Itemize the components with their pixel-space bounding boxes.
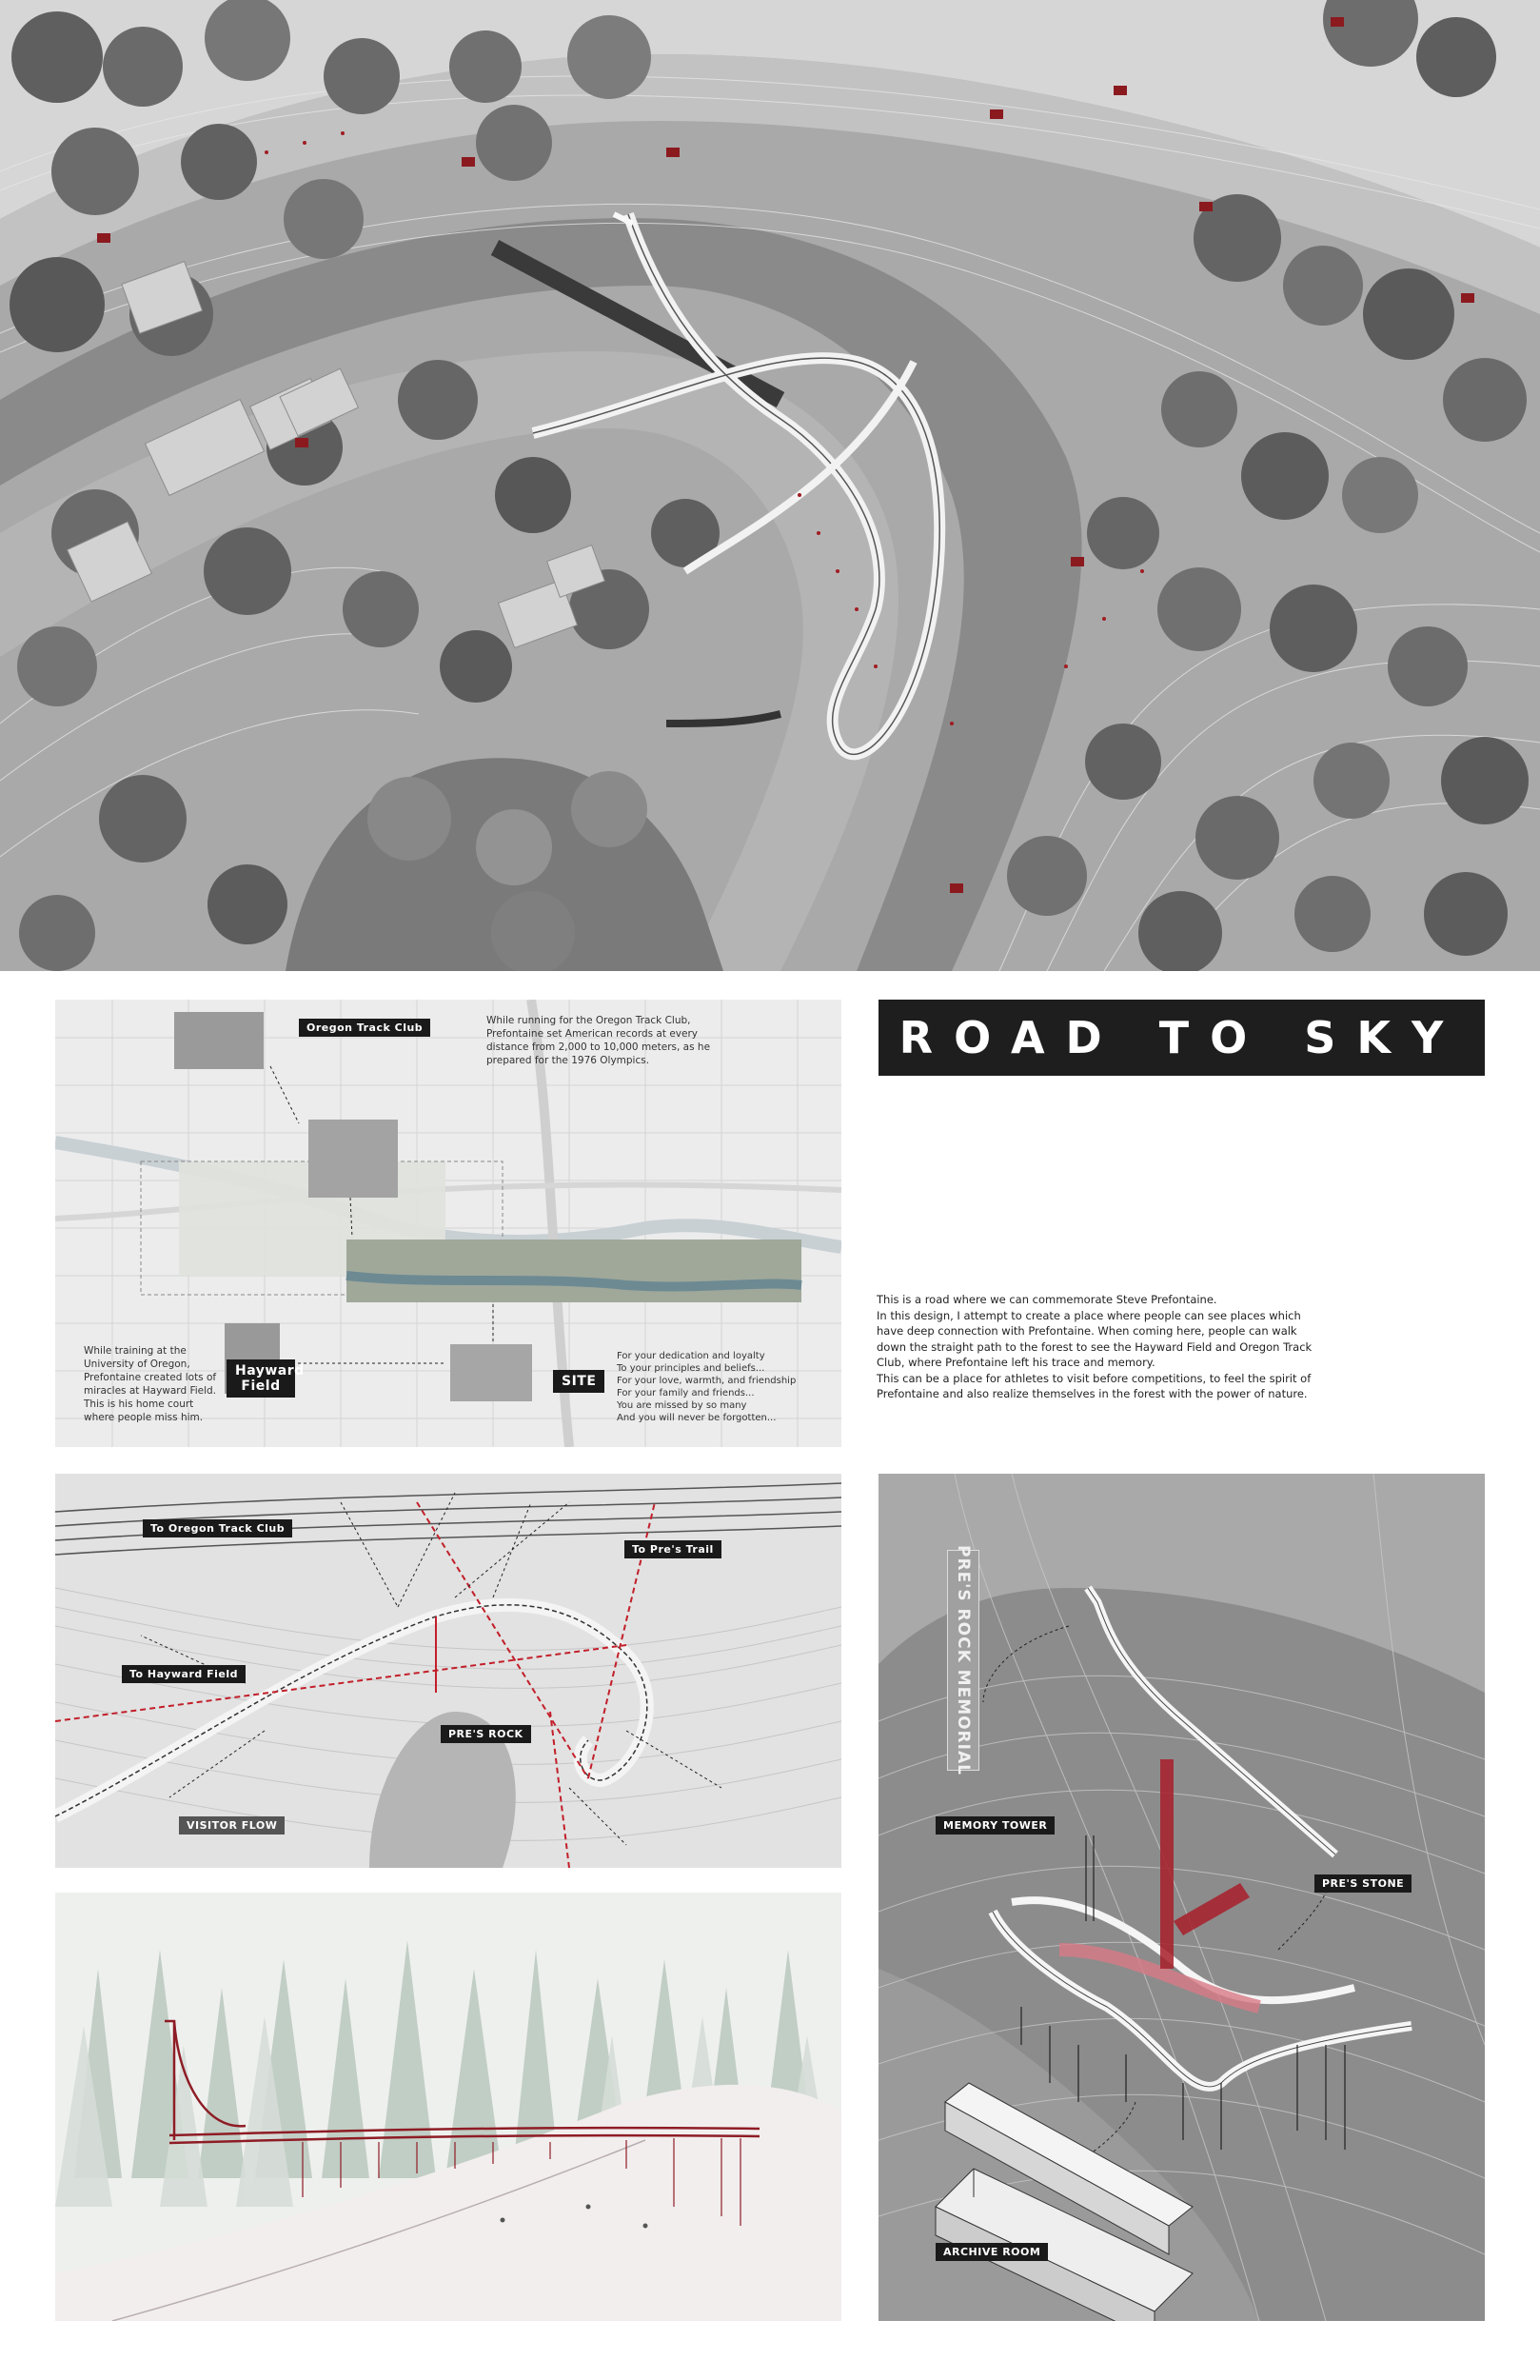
track-club-note: While running for the Oregon Track Club, Prefontaine set American records at every distance from 2,000 to 10,000 meters, as he prepared for the 1976 Olympics. bbox=[486, 1015, 711, 1066]
site-plan-drawing bbox=[0, 0, 1540, 971]
poem-line: And you will never be forgotten... bbox=[617, 1413, 777, 1423]
description-paragraph: This can be a place for athletes to visit before competitions, to feel the spirit of Prefontaine and also realize themselves in the forest with the power of nature. bbox=[877, 1371, 1312, 1400]
visitor-flow-label: VISITOR FLOW bbox=[179, 1816, 285, 1835]
context-map bbox=[55, 1000, 841, 1447]
pres-rock-label: PRE'S ROCK bbox=[441, 1725, 531, 1743]
poem-line: For your dedication and loyalty bbox=[617, 1351, 765, 1361]
to-pres-trail-label: To Pre's Trail bbox=[624, 1540, 721, 1558]
poem-line: For your love, warmth, and friendship bbox=[617, 1376, 797, 1386]
forest-section-drawing bbox=[55, 1893, 841, 2321]
visitor-flow-diagram bbox=[55, 1474, 841, 1868]
archive-room-label: ARCHIVE ROOM bbox=[936, 2243, 1048, 2261]
poem-line: For your family and friends... bbox=[617, 1388, 755, 1398]
poem-line: You are missed by so many bbox=[617, 1400, 747, 1411]
site-plan-aerial bbox=[0, 0, 1540, 971]
description-paragraph: This is a road where we can commemorate Steve Prefontaine. bbox=[877, 1293, 1217, 1306]
section-drawing bbox=[55, 1893, 841, 2321]
poem-line: To your principles and beliefs... bbox=[617, 1363, 765, 1374]
pres-stone-label: PRE'S STONE bbox=[1314, 1874, 1412, 1893]
to-hayward-field-label: To Hayward Field bbox=[122, 1665, 246, 1683]
memorial-sign bbox=[947, 1545, 979, 1775]
oregon-track-club-label: Oregon Track Club bbox=[299, 1019, 430, 1037]
axonometric-view bbox=[879, 1474, 1485, 2321]
memory-tower-label: MEMORY TOWER bbox=[936, 1816, 1055, 1835]
to-oregon-track-club-label: To Oregon Track Club bbox=[143, 1519, 292, 1537]
hayward-field-label: Hayward Field bbox=[227, 1359, 295, 1398]
poem bbox=[617, 1350, 826, 1424]
project-description bbox=[877, 1292, 1324, 1402]
hayward-note: While training at the University of Oregon, Prefontaine created lots of miracles at Hayward Field. This is his home court where people miss him. bbox=[84, 1345, 217, 1423]
site-label: SITE bbox=[553, 1370, 604, 1393]
memorial-vertical-text: PRE'S ROCK MEMORIAL bbox=[954, 1545, 973, 1775]
page-title: ROAD TO SKY bbox=[879, 1000, 1485, 1076]
description-paragraph: In this design, I attempt to create a place where people can see places which have deep connection with Prefontaine. When coming here, people can walk down the straight path to the forest to see the Hayward Field and Oregon Track Club, where Prefontaine left his trace and memory. bbox=[877, 1308, 1313, 1369]
